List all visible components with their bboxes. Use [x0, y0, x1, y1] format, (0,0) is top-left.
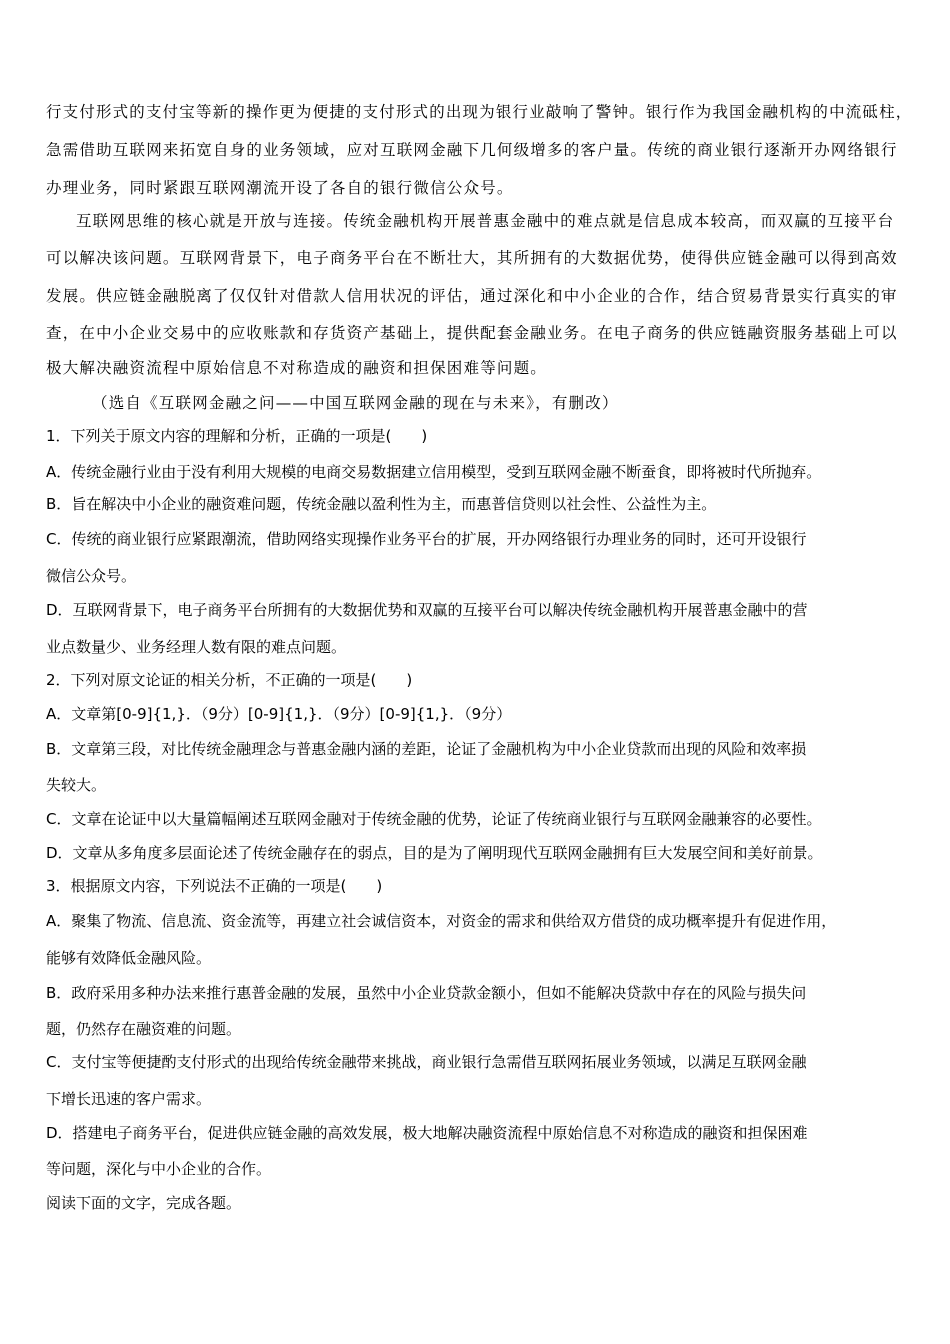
- question-3-option-a-cont: 能够有效降低金融风险。: [46, 949, 212, 967]
- passage-line: 极大解决融资流程中原始信息不对称造成的融资和担保困难等问题。: [46, 359, 548, 377]
- passage-line: 行支付形式的支付宝等新的操作更为便捷的支付形式的出现为银行业敲响了警钟。银行作为我国金融机构的中流砥柱，: [46, 103, 913, 121]
- question-3-option-d-cont: 等问题，深化与中小企业的合作。: [46, 1160, 272, 1178]
- question-2-option-b: B．文章第三段，对比传统金融理念与普惠金融内涵的差距，论证了金融机构为中小企业贷款而出现的风险和效率损: [46, 740, 807, 758]
- passage-line: 急需借助互联网来拓宽自身的业务领域，应对互联网金融下几何级增多的客户量。传统的商业银行逐渐开办网络银行: [46, 141, 898, 159]
- passage-source: （选自《互联网金融之问——中国互联网金融的现在与未来》，有删改）: [92, 394, 619, 412]
- passage-line: 互联网思维的核心就是开放与连接。传统金融机构开展普惠金融中的难点就是信息成本较高，而双赢的互接平台: [76, 212, 895, 230]
- question-1-option-a: A．传统金融行业由于没有利用大规模的电商交易数据建立信用模型，受到互联网金融不断蚕食，即将被时代所抛弃。: [46, 463, 822, 481]
- question-1-option-b: B．旨在解决中小企业的融资难问题，传统金融以盈利性为主，而惠普信贷则以社会性、公益性为主。: [46, 495, 717, 513]
- passage-line: 查，在中小企业交易中的应收账款和存货资产基础上，提供配套金融业务。在电子商务的供应链融资服务基础上可以: [46, 324, 898, 342]
- question-1-stem: 1．下列关于原文内容的理解和分析，正确的一项是( ): [46, 427, 428, 445]
- question-2-option-a: A．文章第[0-9]{1,}．（9分）[0-9]{1,}．（9分）[0-9]{1,}．（9分）: [46, 705, 512, 723]
- question-3-option-b-cont: 题，仍然存在融资难的问题。: [46, 1020, 242, 1038]
- question-1-option-d-cont: 业点数量少、业务经理人数有限的难点问题。: [46, 638, 347, 656]
- question-3-stem: 3．根据原文内容，下列说法不正确的一项是( ): [46, 877, 383, 895]
- question-1-option-c: C．传统的商业银行应紧跟潮流，借助网络实现操作业务平台的扩展，开办网络银行办理业务的同时，还可开设银行: [46, 530, 807, 548]
- question-2-option-d: D．文章从多角度多层面论述了传统金融存在的弱点，目的是为了阐明现代互联网金融拥有巨大发展空间和美好前景。: [46, 844, 823, 862]
- question-3-option-c: C．支付宝等便捷酌支付形式的出现给传统金融带来挑战，商业银行急需借互联网拓展业务领域，以满足互联网金融: [46, 1053, 807, 1071]
- reading-instruction: 阅读下面的文字，完成各题。: [46, 1194, 242, 1212]
- question-1-option-c-cont: 微信公众号。: [46, 567, 137, 585]
- question-2-option-c: C．文章在论证中以大量篇幅阐述互联网金融对于传统金融的优势，论证了传统商业银行与互联网金融兼容的必要性。: [46, 810, 822, 828]
- passage-line: 办理业务，同时紧跟互联网潮流开设了各自的银行微信公众号。: [46, 179, 514, 197]
- question-3-option-b: B．政府采用多种办法来推行惠普金融的发展，虽然中小企业贷款金额小，但如不能解决贷款中存在的风险与损失问: [46, 984, 807, 1002]
- question-2-stem: 2．下列对原文论证的相关分析，不正确的一项是( ): [46, 671, 413, 689]
- question-1-option-d: D．互联网背景下，电子商务平台所拥有的大数据优势和双赢的互接平台可以解决传统金融机构开展普惠金融中的营: [46, 601, 808, 619]
- question-3-option-a: A．聚集了物流、信息流、资金流等，再建立社会诚信资本，对资金的需求和供给双方借贷的成功概率提升有促进作用，: [46, 912, 837, 930]
- question-3-option-d: D．搭建电子商务平台，促进供应链金融的高效发展，极大地解决融资流程中原始信息不对称造成的融资和担保困难: [46, 1124, 808, 1142]
- question-2-option-b-cont: 失较大。: [46, 776, 107, 794]
- passage-line: 可以解决该问题。互联网背景下，电子商务平台在不断壮大，其所拥有的大数据优势，使得供应链金融可以得到高效: [46, 249, 898, 267]
- question-3-option-c-cont: 下增长迅速的客户需求。: [46, 1090, 212, 1108]
- passage-line: 发展。供应链金融脱离了仅仅针对借款人信用状况的评估，通过深化和中小企业的合作，结合贸易背景实行真实的审: [46, 287, 898, 305]
